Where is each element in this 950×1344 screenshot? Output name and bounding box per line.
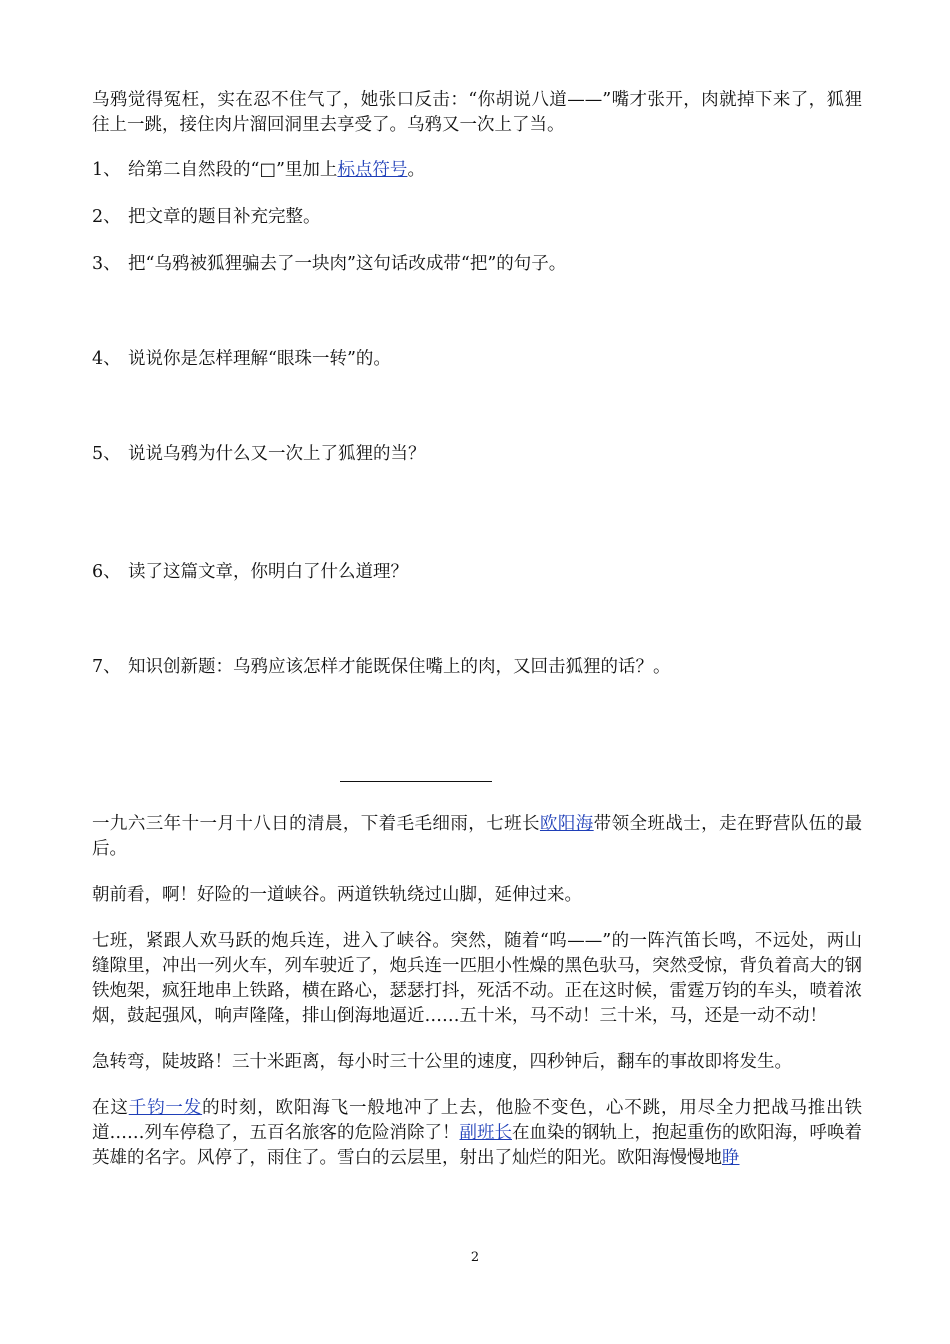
question-text: 知识创新题：乌鸦应该怎样才能既保住嘴上的肉，又回击狐狸的话？。 [128, 657, 671, 677]
question-text: 给第二自然段的“□”里加上标点符号。 [128, 160, 425, 180]
question-number: 4、 [92, 349, 121, 369]
link-zheng[interactable]: 睁 [722, 1148, 740, 1168]
question-2 [92, 205, 862, 230]
question-6 [92, 560, 862, 585]
story-paragraph-5: 在这千钧一发的时刻，欧阳海飞一般地冲了上去，他脸不变色，心不跳，用尽全力把战马推出铁道……列车停稳了，五百名旅客的危险消除了！副班长在血染的钢轨上，抱起重伤的欧阳海，呼唤着英雄的名字。风停了，雨住了。雪白的云层里，射出了灿烂的阳光。欧阳海慢慢地睁 [92, 1098, 863, 1168]
link-fubanzhang[interactable]: 副班长 [459, 1123, 512, 1143]
intro-paragraph: 乌鸦觉得冤枉，实在忍不住气了，她张口反击：“你胡说八道——”嘴才张开，肉就掉下来了，狐狸往上一跳，接住肉片溜回洞里去享受了。乌鸦又一次上了当。 [92, 90, 862, 135]
section-divider [340, 781, 492, 782]
question-text: 读了这篇文章，你明白了什么道理？ [128, 562, 408, 582]
question-text: 把文章的题目补充完整。 [128, 207, 321, 227]
link-punctuation[interactable]: 标点符号 [337, 160, 408, 180]
question-7 [92, 655, 862, 680]
link-qianjunyifa[interactable]: 千钧一发 [128, 1098, 203, 1118]
question-5 [92, 442, 862, 467]
story-section [92, 812, 862, 1192]
page-number: 2 [470, 1250, 480, 1265]
question-text: 把“乌鸦被狐狸骗去了一块肉”这句话改成带“把”的句子。 [128, 254, 567, 274]
question-text: 说说乌鸦为什么又一次上了狐狸的当？ [128, 444, 426, 464]
question-3 [92, 252, 862, 277]
question-number: 5、 [92, 444, 121, 464]
story-paragraph-4: 急转弯，陡坡路！三十米距离，每小时三十公里的速度，四秒钟后，翻车的事故即将发生。 [92, 1052, 792, 1072]
question-1 [92, 158, 862, 183]
question-number: 6、 [92, 562, 121, 582]
story-paragraph-3: 七班，紧跟人欢马跃的炮兵连，进入了峡谷。突然，随着“呜——”的一阵汽笛长鸣，不远处，两山缝隙里，冲出一列火车，列车驶近了，炮兵连一匹胆小性燥的黑色驮马，突然受惊，背负着高大的钢铁炮架，疯狂地串上铁路，横在路心，瑟瑟打抖，死活不动。正在这时候，雷霆万钧的车头，喷着浓烟，鼓起强风，响声隆隆，排山倒海地逼近……五十米，马不动！三十米，马，还是一动不动！ [92, 931, 862, 1026]
question-4 [92, 347, 862, 372]
story-paragraph-1: 一九六三年十一月十八日的清晨，下着毛毛细雨，七班长欧阳海带领全班战士，走在野营队伍的最后。 [92, 814, 863, 859]
question-number: 2、 [92, 207, 121, 227]
question-number: 7、 [92, 657, 121, 677]
exercise-section [92, 88, 862, 680]
story-paragraph-2: 朝前看，啊！好险的一道峡谷。两道铁轨绕过山脚，延伸过来。 [92, 885, 582, 905]
question-number: 1、 [92, 160, 121, 180]
question-number: 3、 [92, 254, 121, 274]
link-ouyanghai[interactable]: 欧阳海 [539, 814, 594, 834]
question-text: 说说你是怎样理解“眼珠一转”的。 [128, 349, 391, 369]
